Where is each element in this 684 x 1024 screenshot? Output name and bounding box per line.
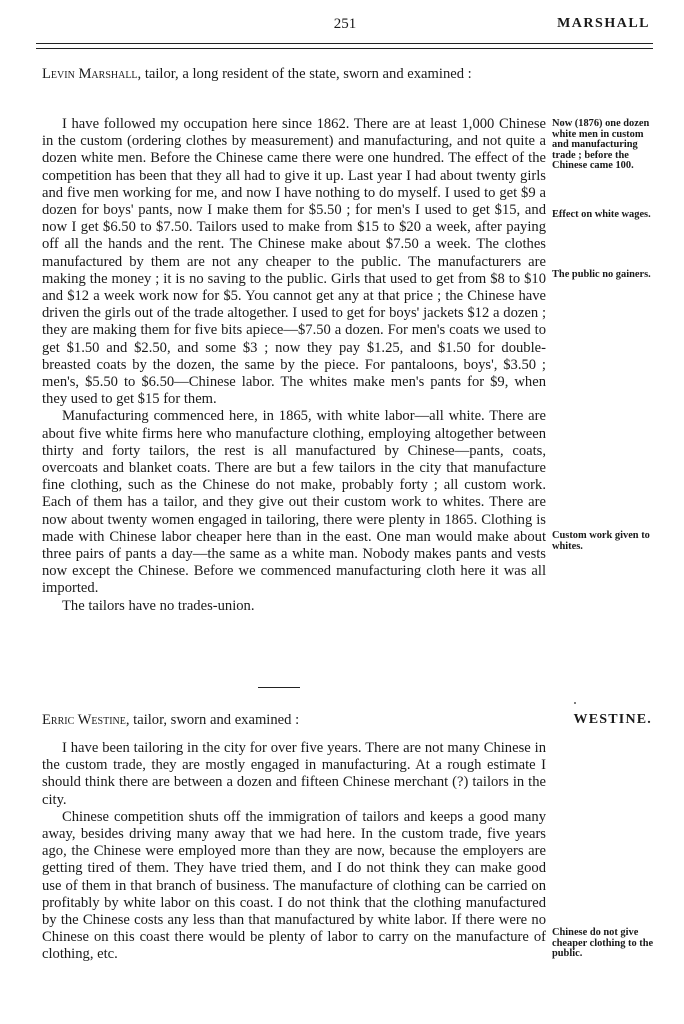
- body-paragraph: Chinese competition shuts off the immigration of tailors and keeps a good many away, besides driving many away that we had here. In the custom trade, five years ago, the Chinese were employed more than they are now, because the employers are getting tired of them. They have tried them, and I do not think they can make good use of them in that branch of business. The manufacture of clothing can be carried on profitably by white labor on this coast. I do not think that the clothing manufactured by the Chinese costs any less than that manufactured by white labor. If there were no Chinese on this coast there would be plenty of labor to carry on the manufacture of clothing, etc.: [42, 808, 546, 963]
- witness-description: , tailor, sworn and examined :: [125, 712, 300, 728]
- body-paragraph: The tailors have no trades-union.: [62, 597, 255, 614]
- margin-note: Effect on white wages.: [552, 209, 651, 220]
- marshall-testimony: [42, 66, 546, 83]
- running-title: MARSHALL: [557, 16, 650, 31]
- page-number: 251: [333, 16, 357, 32]
- marshall-intro: [42, 66, 546, 83]
- margin-note: Now (1876) one dozen white men in custom and manufacturing trade ; before the Chinese came 100.: [552, 118, 650, 172]
- westine-testimony: [42, 712, 546, 729]
- margin-note: Chinese do not give cheaper clothing to the public.: [552, 927, 654, 960]
- body-paragraph: Manufacturing commenced here, in 1865, with white labor—all white. There are about five white firms here who manufacture clothing, employing altogether between thirty and forty tailors, the rest is all manufactured by Chinese—pants, coats, overcoats and blanket coats. There are but a few tailors in the city that manufacture fine clothing, such as the Chinese do not make, probably forty ; all custom work. Each of them has a tailor, and they give out their custom work to whites. There are now about twenty women engaged in tailoring, there were plenty in 1865. Clothing is made with Chinese labor cheaper here than in the east. One man would make about three pairs of pants a day—the same as a white man. Nobody makes pants and vests now except the Chinese. Before we commenced manufacturing cloth here it was all imported.: [42, 408, 546, 597]
- margin-note: Custom work given to whites.: [552, 530, 650, 552]
- header-rule: [36, 43, 653, 49]
- westine-body: [42, 740, 546, 964]
- marshall-body: [42, 116, 546, 615]
- print-speck: [574, 702, 576, 704]
- body-paragraph: I have followed my occupation here since 1862. There are at least 1,000 Chinese in the custom (ordering clothes by measurement) and manufacturing, and not quite a dozen white men. Before the Chinese came there were one hundred. The effect of the competition has been that they all had to give it up. Last year I had about twenty girls and five men working for me, and now I have nothing to do myself. I used to get $9 a dozen for boys' pants, now I make them for $5.50 ; for men's I used to get $15, and now I get $6.50 to $7.50. Tailors used to make from $15 to $20 a week, after paying off all the hands and the rent. The Chinese make about $7.50 a week. The clothes manufactured by them are not any cheaper to the public. The manufacturers are making the money ; it is no saving to the public. Girls that used to get from $8 to $10 and $12 a week work now for $5. You cannot get any at that price ; the Chinese have driven the girls out of the trade altogether. I used to get for boys' jackets $12 a dozen ; they are making them for five bits apiece—$7.50 a dozen. For men's coats we used to get $1.50 and $2.50, and some $3 ; now they pay $1.25, and $1.50 for double-breasted coats by the dozen, the same by the piece. For pantaloons, boys', $3.50 ; men's, $5.50 to $6.50—Chinese labor. The whites make men's pants for $9, when they used to get $15 for them.: [42, 116, 546, 408]
- body-paragraph: I have been tailoring in the city for over five years. There are not many Chinese in the custom trade, they are mostly engaged in manufacturing. At a rough estimate I should think there are between a dozen and fifteen Chinese merchant (?) tailors in the city.: [42, 740, 546, 808]
- witness-name: Erric Westine: [42, 712, 126, 728]
- westine-intro: [42, 712, 546, 729]
- section-divider: [258, 687, 300, 688]
- margin-note: The public no gainers.: [552, 269, 651, 280]
- witness-description: , tailor, a long resident of the state, sworn and examined :: [137, 66, 472, 82]
- section-heading: WESTINE.: [573, 712, 652, 727]
- witness-name: Levin Marshall: [42, 66, 138, 82]
